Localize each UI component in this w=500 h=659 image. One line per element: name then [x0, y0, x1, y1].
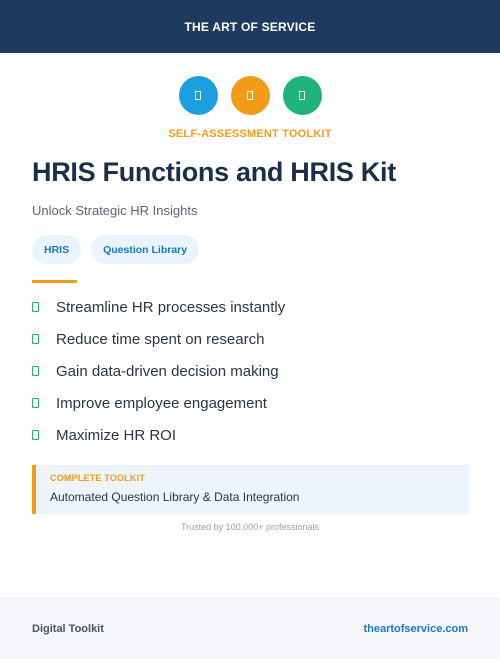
tag-hris[interactable]: HRIS — [32, 235, 81, 264]
page-title: HRIS Functions and HRIS Kit — [32, 157, 396, 187]
brand-name: THE ART OF SERVICE — [184, 19, 316, 34]
page-subtitle: Unlock Strategic HR Insights — [32, 203, 198, 218]
clipboard-icon — [231, 76, 270, 115]
callout-label: COMPLETE TOOLKIT — [50, 473, 146, 483]
website-link[interactable]: theartofservice.com — [363, 623, 468, 635]
footer — [0, 598, 500, 659]
icon-row — [0, 76, 500, 115]
benefit-text: Reduce time spent on research — [56, 330, 265, 348]
toolkit-callout — [32, 465, 469, 514]
check-icon — [32, 398, 39, 408]
trust-note: Trusted by 100,000+ professionals — [180, 522, 319, 532]
check-icon — [32, 366, 39, 376]
benefit-item — [32, 297, 285, 317]
check-icon — [32, 334, 39, 344]
top-banner — [0, 0, 500, 53]
document-icon — [179, 76, 218, 115]
benefit-text: Maximize HR ROI — [56, 426, 177, 444]
footer-label: Digital Toolkit — [32, 623, 104, 635]
benefit-text: Streamline HR processes instantly — [56, 298, 286, 316]
tag-list — [32, 235, 199, 264]
checklist-icon — [283, 76, 322, 115]
tag-question-library[interactable]: Question Library — [91, 235, 199, 264]
callout-text: Automated Question Library & Data Integration — [50, 490, 300, 504]
toolkit-kicker: SELF-ASSESSMENT TOOLKIT — [168, 128, 332, 140]
benefit-text: Gain data-driven decision making — [56, 362, 279, 380]
benefit-item — [32, 425, 285, 445]
benefit-item — [32, 361, 285, 381]
benefit-item — [32, 329, 285, 349]
check-icon — [32, 302, 39, 312]
check-icon — [32, 430, 39, 440]
benefit-text: Improve employee engagement — [56, 394, 267, 412]
benefit-item — [32, 393, 285, 413]
benefit-list — [32, 297, 285, 457]
accent-divider — [32, 280, 77, 283]
